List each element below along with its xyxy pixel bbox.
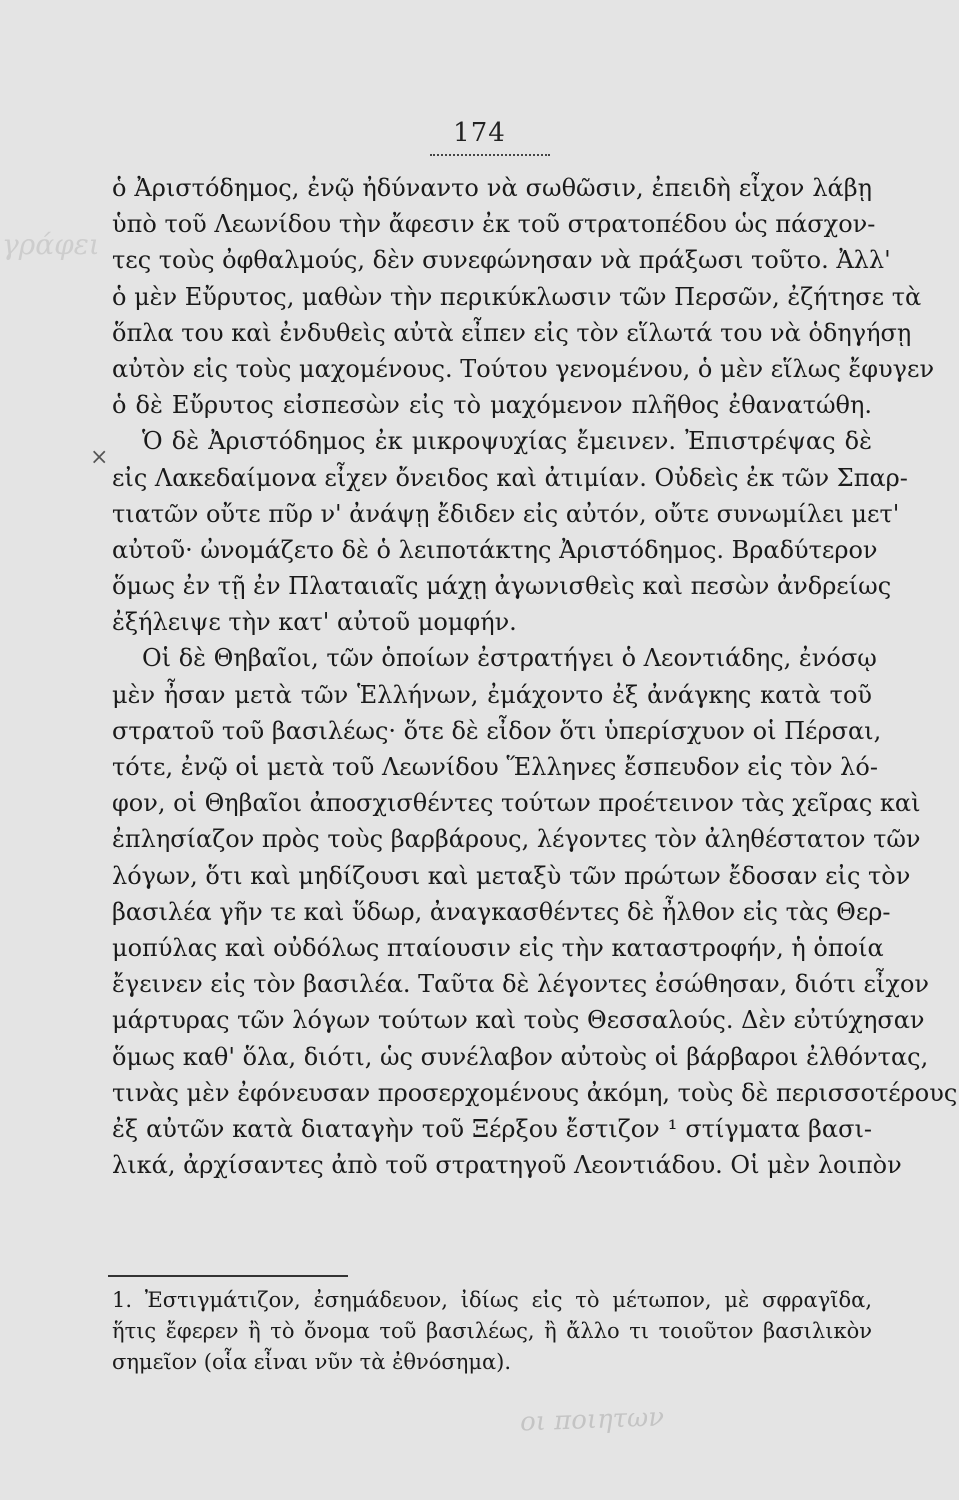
text-line: μὲν ἦσαν μετὰ τῶν Ἑλλήνων, ἐμάχοντο ἐξ ἀνάγκης κατὰ τοῦ xyxy=(112,680,872,709)
text-line: ἐπλησίαζον πρὸς τοὺς βαρβάρους, λέγοντες τὸν ἀληθέστατον τῶν xyxy=(112,825,921,854)
text-line: τες τοὺς ὀφθαλμούς, δὲν συνεφώνησαν νὰ πράξωσι τοῦτο. Ἀλλ' xyxy=(112,246,891,275)
footnotes xyxy=(112,1285,872,1378)
footnote-divider xyxy=(108,1275,348,1277)
text-line: ὁ Ἀριστόδημος, ἐνῷ ἠδύναντο νὰ σωθῶσιν, ἐπειδὴ εἶχον λάβῃ xyxy=(112,174,872,202)
text-line: εἰς Λακεδαίμονα εἶχεν ὄνειδος καὶ ἀτιμίαν. Οὐδεὶς ἐκ τῶν Σπαρ- xyxy=(112,463,908,492)
faint-bottom-handwriting: οι ποιητων xyxy=(519,1402,665,1438)
text-line: αὐτοῦ· ὠνομάζετο δὲ ὁ λειποτάκτης Ἀριστόδημος. Βραδύτερον xyxy=(112,535,878,564)
text-line: λόγων, ὅτι καὶ μηδίζουσι καὶ μεταξὺ τῶν πρώτων ἔδοσαν εἰς τὸν xyxy=(112,861,911,890)
text-line: ὅπλα του καὶ ἐνδυθεὶς αὐτὰ εἶπεν εἰς τὸν εἵλωτά του νὰ ὁδηγήσῃ xyxy=(112,318,912,347)
text-line: ἔγεινεν εἰς τὸν βασιλέα. Ταῦτα δὲ λέγοντες ἐσώθησαν, διότι εἶχον xyxy=(112,970,929,999)
text-line: βασιλέα γῆν τε καὶ ὕδωρ, ἀναγκασθέντες δὲ ἦλθον εἰς τὰς Θερ- xyxy=(112,897,891,926)
text-line: μάρτυρας τῶν λόγων τούτων καὶ τοὺς Θεσσαλούς. Δὲν εὐτύχησαν xyxy=(112,1006,925,1035)
footnote-line: ἥτις ἔφερεν ἢ τὸ ὄνομα τοῦ βασιλέως, ἢ ἄλλο τι τοιοῦτον βασιλικὸν xyxy=(112,1319,872,1343)
text-line: λικά, ἀρχίσαντες ἀπὸ τοῦ στρατηγοῦ Λεοντιάδου. Οἱ μὲν λοιπὸν xyxy=(112,1151,902,1180)
text-line: φον, οἱ Θηβαῖοι ἀποσχισθέντες τούτων προέτεινον τὰς χεῖρας καὶ xyxy=(112,789,921,818)
text-line: στρατοῦ τοῦ βασιλέως· ὅτε δὲ εἶδον ὅτι ὑπερίσχυον οἱ Πέρσαι, xyxy=(112,716,882,745)
page-number-rule xyxy=(430,154,550,156)
text-line: Ὁ δὲ Ἀριστόδημος ἐκ μικροψυχίας ἔμεινεν. Ἐπιστρέψας δὲ xyxy=(142,427,872,456)
text-line: ἐξήλειψε τὴν κατ' αὐτοῦ μομφήν. xyxy=(112,608,517,637)
text-line: ὅμως ἐν τῇ ἐν Πλαταιαῖς μάχῃ ἀγωνισθεὶς καὶ πεσὼν ἀνδρείως xyxy=(112,572,892,601)
text-line: ἐξ αὐτῶν κατὰ διαταγὴν τοῦ Ξέρξου ἔστιζον ¹ στίγματα βασι- xyxy=(112,1114,872,1143)
text-line: μοπύλας καὶ οὐδόλως πταίουσιν εἰς τὴν καταστροφήν, ἡ ὁποία xyxy=(112,933,884,962)
text-line: ὑπὸ τοῦ Λεωνίδου τὴν ἄφεσιν ἐκ τοῦ στρατοπέδου ὡς πάσχον- xyxy=(112,210,876,239)
text-line: ὁ μὲν Εὔρυτος, μαθὼν τὴν περικύκλωσιν τῶν Περσῶν, ἐζήτησε τὰ xyxy=(112,282,922,311)
text-line: τινὰς μὲν ἐφόνευσαν προσερχομένους ἀκόμη, τοὺς δὲ περισσοτέρους xyxy=(112,1078,958,1107)
text-line: Οἱ δὲ Θηβαῖοι, τῶν ὁποίων ἐστρατήγει ὁ Λεοντιάδης, ἐνόσῳ xyxy=(142,644,877,673)
footnote-line: σημεῖον (οἷα εἶναι νῦν τὰ ἐθνόσημα). xyxy=(112,1350,512,1374)
text-line: τιατῶν οὔτε πῦρ ν' ἀνάψῃ ἔδιδεν εἰς αὐτόν, οὔτε συνωμίλει μετ' xyxy=(112,499,900,528)
footnote-line: 1. Ἐστιγμάτιζον, ἐσημάδευον, ἰδίως εἰς τὸ μέτωπον, μὲ σφραγῖδα, xyxy=(112,1288,872,1312)
text-line: αὐτὸν εἰς τοὺς μαχομένους. Τούτου γενομένου, ὁ μὲν εἵλως ἔφυγεν xyxy=(112,354,935,383)
text-line: ὅμως καθ' ὅλα, διότι, ὡς συνέλαβον αὐτοὺς οἱ βάρβαροι ἐλθόντας, xyxy=(112,1042,929,1071)
main-text xyxy=(112,170,958,1183)
page-number: 174 xyxy=(453,118,506,148)
faint-margin-handwriting: γράφει xyxy=(2,228,100,261)
text-line: τότε, ἐνῷ οἱ μετὰ τοῦ Λεωνίδου Ἕλληνες ἔσπευδον εἰς τὸν λό- xyxy=(112,753,878,781)
text-line: ὁ δὲ Εὔρυτος εἰσπεσὼν εἰς τὸ μαχόμενον πλῆθος ἐθανατώθη. xyxy=(112,391,872,420)
margin-annotation-mark: × xyxy=(90,445,109,470)
